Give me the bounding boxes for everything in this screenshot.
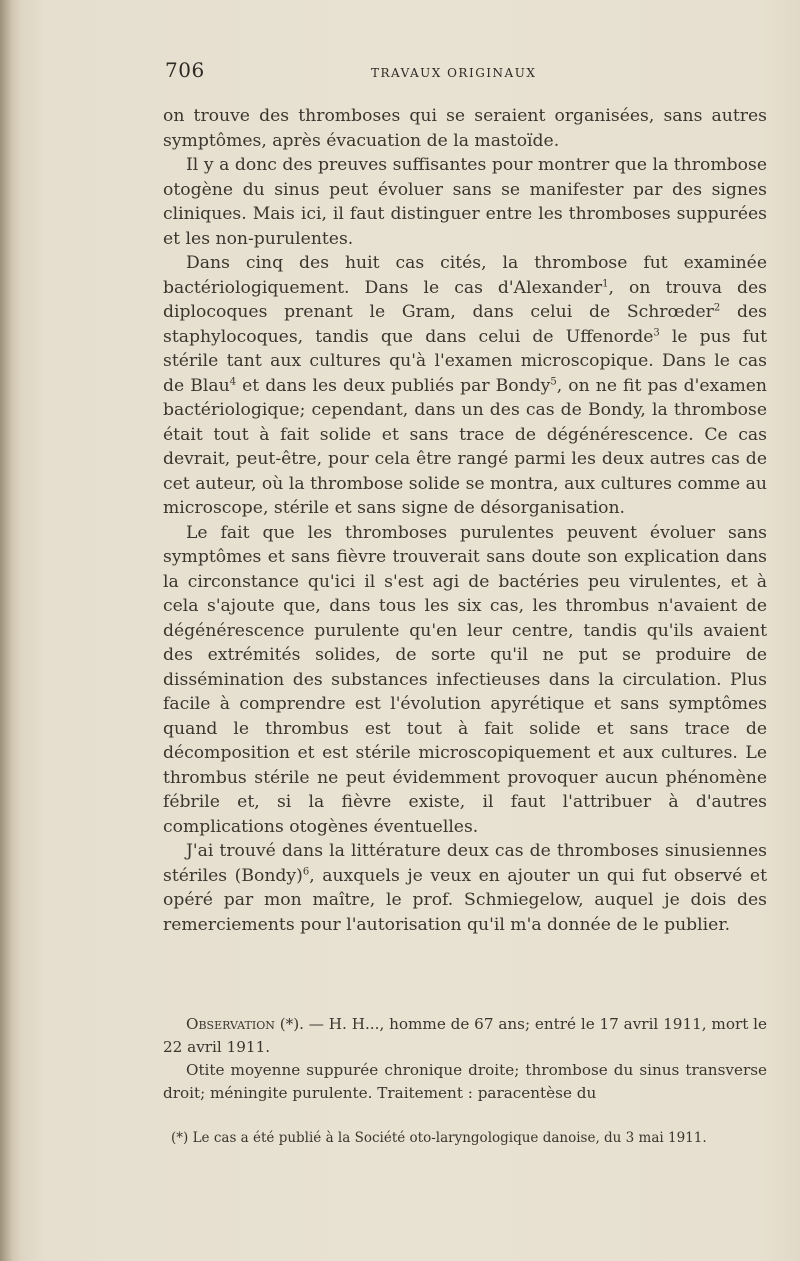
- paragraph-1: on trouve des thromboses qui se seraient organisées, sans autres symptômes, après évacuation de la mastoïde.: [163, 106, 767, 151]
- footnote-mark: (*): [171, 1130, 189, 1146]
- observation-label: Observation: [186, 1015, 275, 1033]
- observation-intro: . — H. H..., homme de 67 ans; entré le 17 avril 1911, mort le 22 avril 1911.: [163, 1015, 768, 1056]
- note-ref: 3: [653, 326, 660, 338]
- paragraph-3-text: des staphylocoques, tandis que dans celui de Uffenorde: [163, 302, 767, 347]
- paragraph-3-text: , on ne fit pas d'examen bactériologique; cependant, dans un des cas de Bondy, la thrombose était tout à fait solide et sans trace de dégénérescence. Ce cas devrait, peut-être, pour cela être rangé parmi les deux autres cas de cet auteur, où la thrombose solide se montra, aux cultures comme au microscope, stérile et sans signe de désorganisation.: [163, 375, 767, 518]
- note-ref: 4: [229, 375, 237, 387]
- note-ref: 6: [302, 865, 310, 877]
- paragraph-3-text: le pus fut stérile tant aux cultures qu'à l'examen microscopique. Dans le cas de Blau: [163, 326, 767, 396]
- note-ref: 5: [550, 375, 557, 387]
- note-ref: 1: [602, 277, 609, 289]
- observation-section: [163, 1013, 767, 1105]
- running-head: TRAVAUX ORIGINAUX: [371, 66, 537, 80]
- observation-mark: (*): [279, 1015, 300, 1033]
- paragraph-5: [163, 839, 767, 937]
- paragraph-3-text: , on trouva des diplocoques prenant le Gram, dans celui de Schrœder: [163, 277, 767, 322]
- paragraph-4: Le fait que les thromboses purulentes peuvent évoluer sans symptômes et sans fièvre trouverait sans doute son explication dans la circonstance qu'ici il s'est agi de bactéries peu virulentes, et à cela s'ajoute que, dans tous les six cas, les thrombus n'avaient de dégénérescence purulente qu'en leur centre, tandis qu'ils avaient des extrémités solides, de sorte qu'il ne put se produire de dissémination des substances infectieuses dans la circulation. Plus facile à comprendre est l'évolution apyrétique et sans symptômes quand le thrombus est tout à fait solide et sans trace de décomposition et est stérile microscopiquement et aux cultures. Le thrombus stérile ne peut évidemment provoquer aucun phénomène fébrile et, si la fièvre existe, il faut l'attribuer à d'autres complications otogènes éventuelles.: [163, 522, 767, 837]
- note-ref: 2: [713, 302, 721, 314]
- paragraph-5-text: , auxquels je veux en ajouter un qui fut observé et opéré par mon maître, le prof. Schmiegelow, auquel je dois des remerciements pour l'autorisation qu'il m'a donnée de le publier.: [163, 865, 767, 935]
- paragraph-5-text: J'ai trouvé dans la littérature deux cas de thromboses sinusiennes stériles (Bondy): [163, 841, 767, 886]
- paragraph-2: Il y a donc des preuves suffisantes pour montrer que la thrombose otogène du sinus peut évoluer sans se manifester par des signes cliniques. Mais ici, il faut distinguer entre les thromboses suppurées et les non-purulentes.: [163, 155, 767, 249]
- page-header: [165, 58, 765, 88]
- main-text: [163, 104, 767, 937]
- page-number: 706: [165, 58, 205, 82]
- footnote-text: [163, 1128, 767, 1148]
- observation-heading: [163, 1013, 767, 1059]
- page-gutter: [0, 0, 12, 1261]
- paragraph-3-text: Dans cinq des huit cas cités, la thrombose fut examinée bactériologiquement. Dans le cas d'Alexander: [163, 253, 767, 298]
- footnote-body: Le cas a été publié à la Société oto-laryngologique danoise, du 3 mai 1911.: [188, 1130, 707, 1146]
- paragraph-3-text: et dans les deux publiés par Bondy: [236, 375, 551, 396]
- paragraph-3: [163, 251, 767, 521]
- footnote: [163, 1128, 767, 1148]
- observation-diagnosis: Otite moyenne suppurée chronique droite; thrombose du sinus transverse droit; méningite purulente. Traitement : paracentèse du: [163, 1061, 767, 1102]
